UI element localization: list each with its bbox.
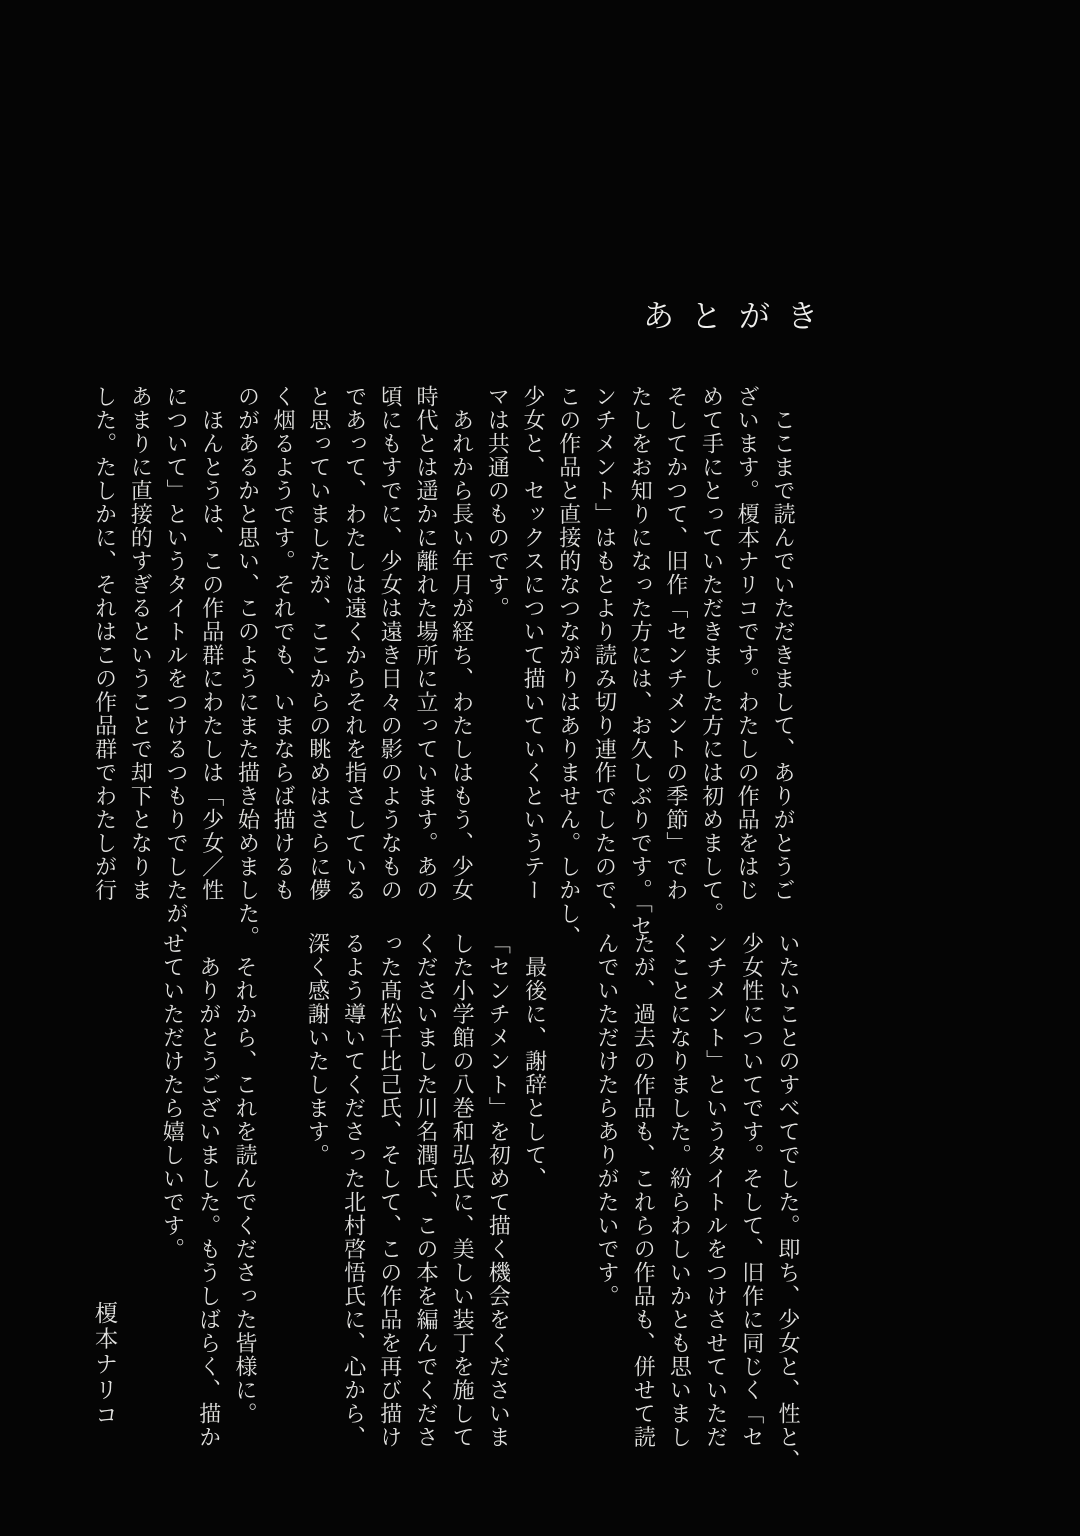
text-column: 最後に、謝辞として、 [522,932,548,1191]
text-column: と思っていましたが、ここからの眺めはさらに儚 [306,385,332,902]
text-column: めて手にとっていただきました方には初めまして。 [699,385,725,926]
author-signature: 榎本ナリコ [92,1301,117,1429]
text-column: のがあるかと思い、このようにまた描き始めました。 [235,385,261,949]
afterword-body-upper [85,385,801,949]
text-column: そしてかつて、旧作「センチメントの季節」でわ [663,385,689,902]
text-column: 少女と、セックスについて描いていくというテー [521,385,547,902]
afterword-body-lower [154,932,806,1477]
text-column: った髙松千比己氏、そして、この作品を再び描け [377,932,403,1449]
text-column [553,932,589,1477]
text-column: たしをお知りになった方には、お久しぶりです。「セ [628,385,654,938]
text-column: マは共通のものです。 [485,385,511,620]
text-column: について」というタイトルをつけるつもりでしたが、 [164,385,190,949]
text-column: くことになりました。紛らわしいかとも思いまし [667,932,693,1449]
text-column: んでいただけたらありがたいです。 [594,932,620,1308]
text-column: ほんとうは、この作品群にわたしは「少女／性 [199,385,225,902]
text-column: ンチメント」というタイトルをつけさせていただ [703,932,729,1449]
text-column: あまりに直接的すぎるということで却下となりま [128,385,154,902]
text-column: 少女性についてです。そして、旧作に同じく「セ [739,932,765,1449]
text-column: るよう導いてくださった北村啓悟氏に、心から、 [341,932,367,1449]
text-column: 「センチメント」を初めて描く機会をくださいま [486,932,512,1449]
text-column: した小学館の八巻和弘氏に、美しい装丁を施して [450,932,476,1449]
text-column: あれから長い年月が経ち、わたしはもう、少女 [449,385,475,902]
text-column: ンチメント」はもとより読み切り連作でしたので、 [592,385,618,926]
text-column: この作品と直接的なつながりはありません。しかし、 [556,385,582,949]
text-column: ざいます。榎本ナリコです。わたしの作品をはじ [735,385,761,902]
text-column: くださいました川名潤氏、この本を編んでくださ [413,932,439,1449]
page-title: あとがき [643,299,835,334]
text-column: 時代とは遥かに離れた場所に立っています。あの [413,385,439,902]
text-column: いたいことのすべてでした。即ち、少女と、性と、 [776,932,801,1473]
text-column: した。たしかに、それはこの作品群でわたしが行 [92,385,118,902]
text-column: それから、これを読んでくださった皆様に。 [232,932,258,1426]
text-column: であって、わたしは遠くからそれを指さしている [342,385,368,902]
text-column: ここまで読んでいただきまして、ありがとうご [771,385,796,902]
text-column: せていただけたら嬉しいです。 [160,932,186,1261]
text-column: ありがとうございました。もうしばらく、描か [196,932,222,1449]
text-column: たが、過去の作品も、これらの作品も、併せて読 [631,932,657,1449]
text-column: く烟るようです。それでも、いまならば描けるも [271,385,297,902]
text-column [263,932,299,1477]
text-column: 深く感謝いたします。 [305,932,331,1167]
text-column: 頃にもすでに、少女は遠き日々の影のようなもの [378,385,404,902]
